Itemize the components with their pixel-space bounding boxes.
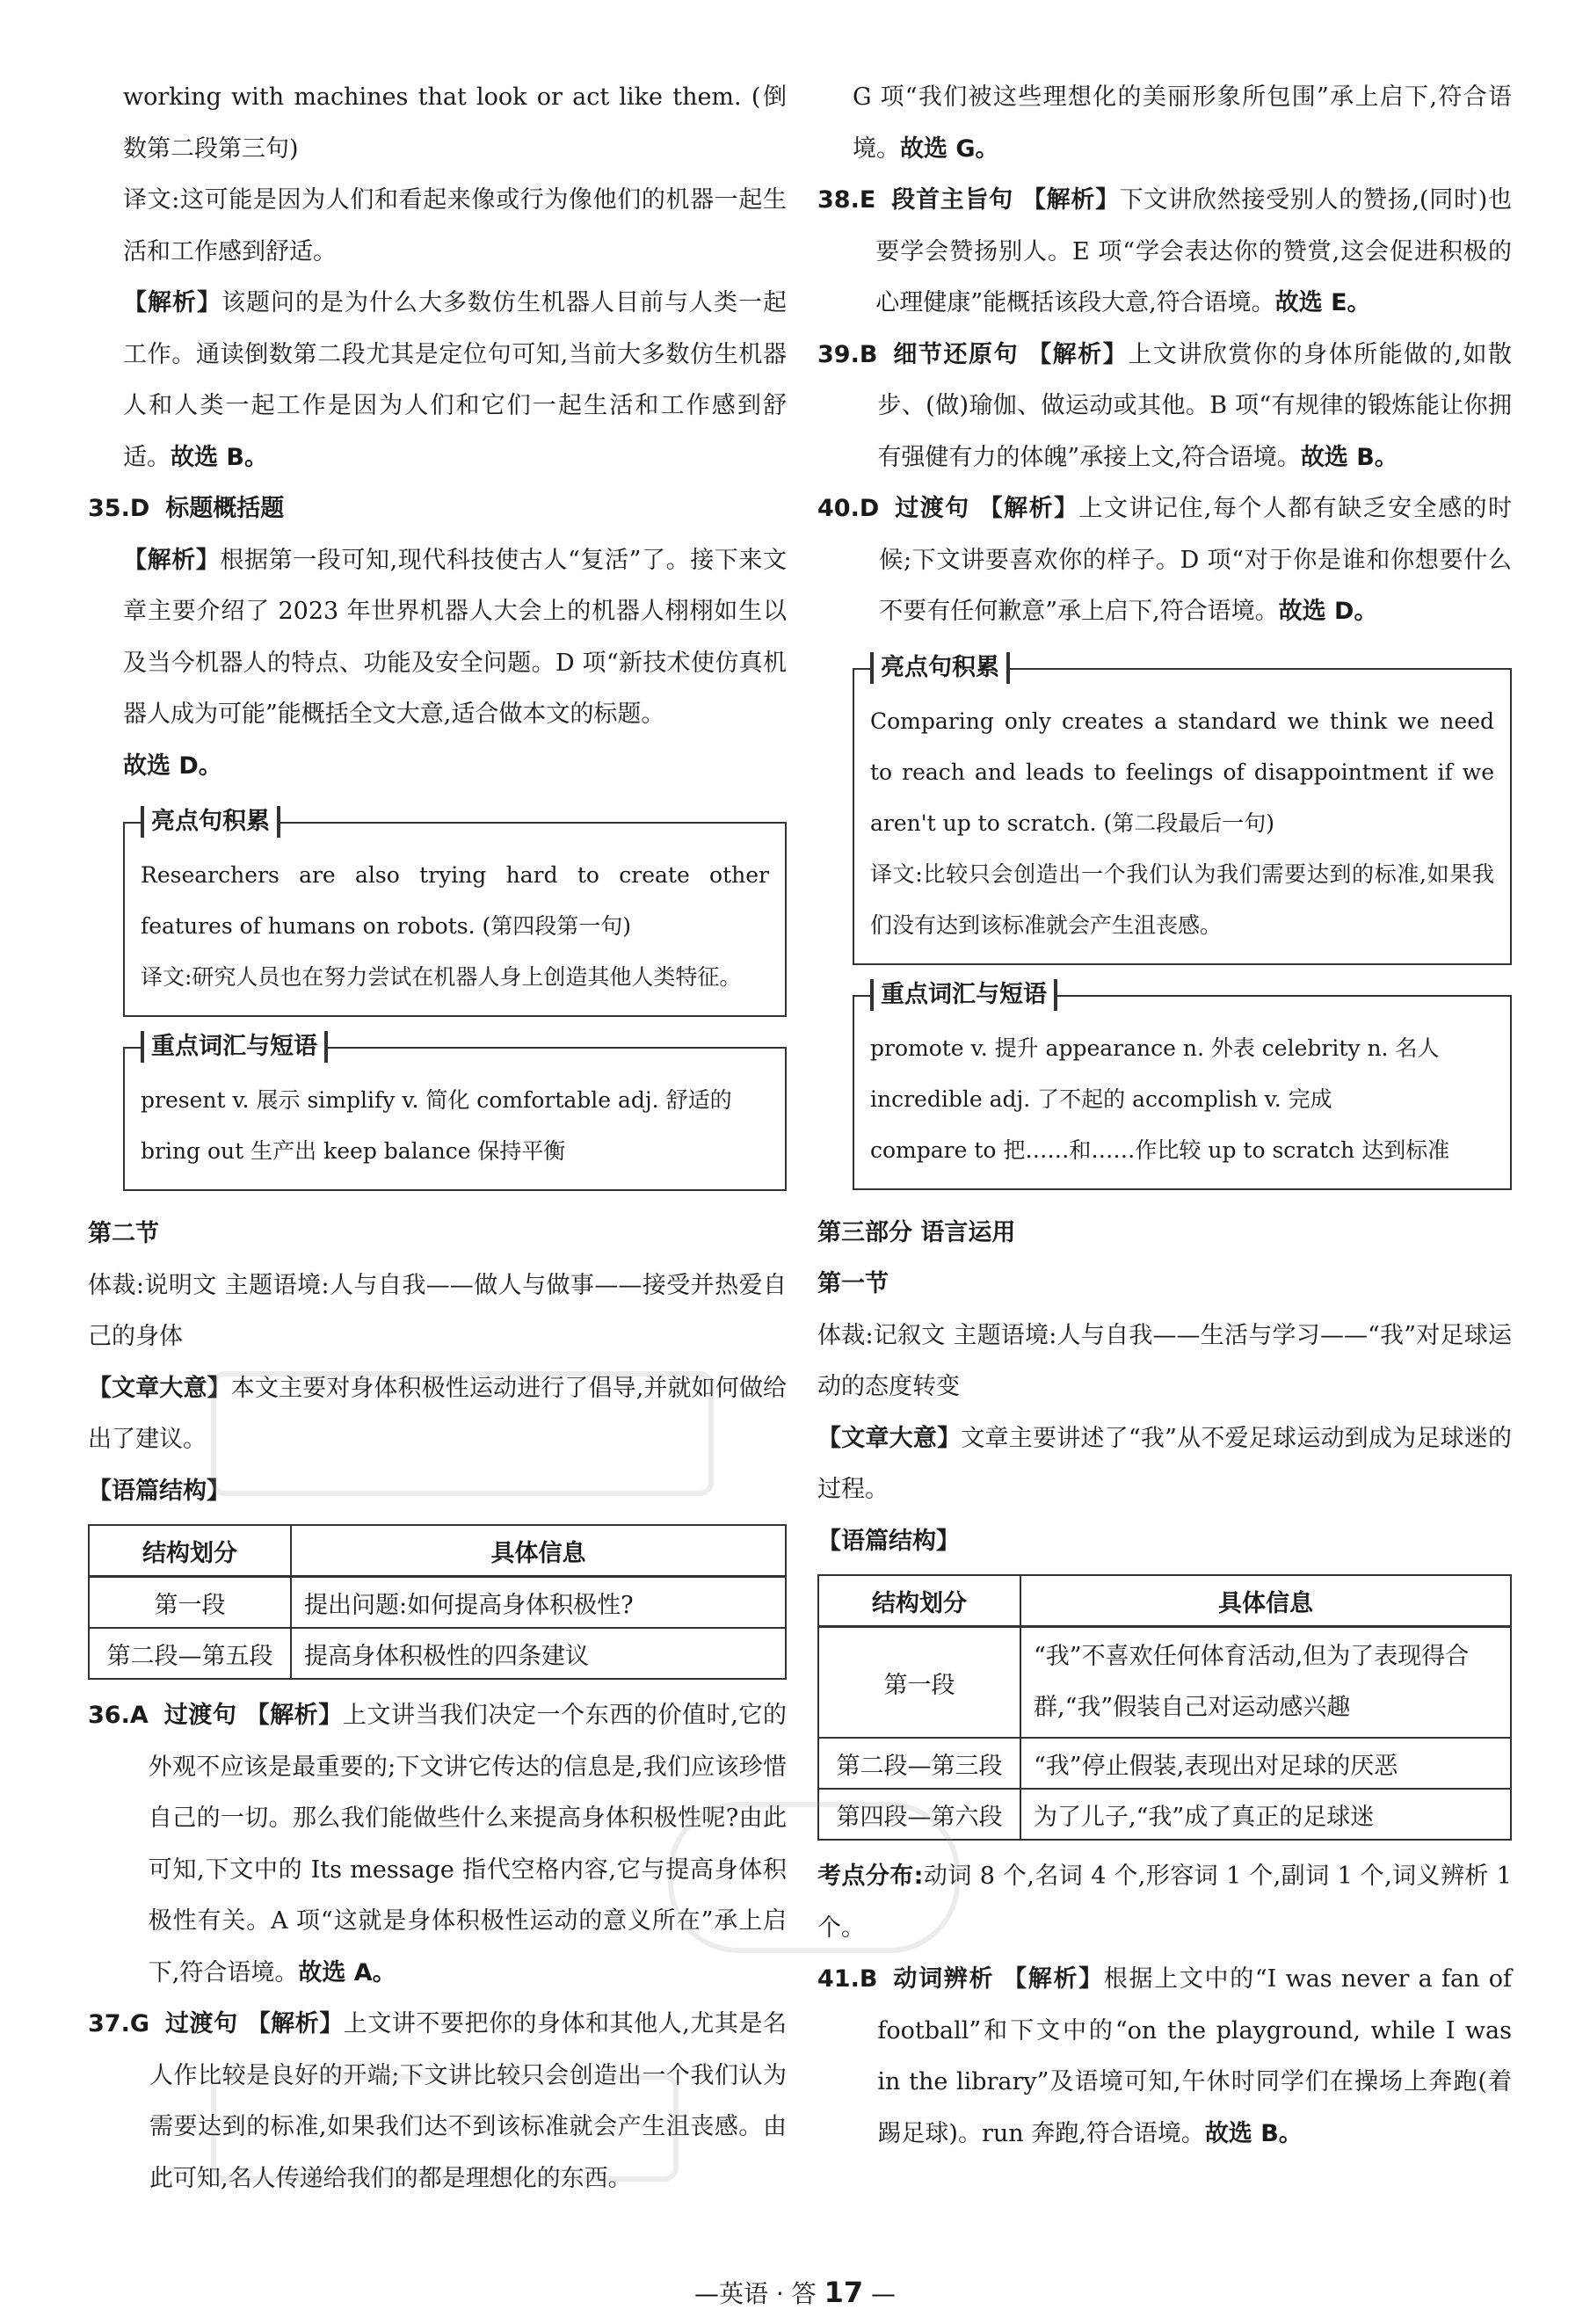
paragraph: working with machines that look or act like them. (倒数第二段第三句)	[123, 84, 787, 163]
page-number: 17	[824, 2276, 864, 2309]
part-heading: 第三部分 语言运用	[817, 1218, 1016, 1246]
answer: 故选 D。	[1278, 598, 1378, 625]
table-header: 结构划分	[89, 1525, 291, 1577]
translation: 译文:这可能是因为人们和看起来像或行为像他们的机器一起生活和工作感到舒适。	[123, 186, 787, 265]
analysis-text: 上文讲记住,每个人都有缺乏安全感的时候;下文讲要喜欢你的样子。D 项“对于你是谁和你想要什么不要有任何歉意”承上启下,符合语境。	[879, 495, 1512, 625]
question-36	[88, 1690, 787, 1999]
question-body	[879, 483, 1512, 638]
answer: 故选 E。	[1274, 289, 1371, 316]
answer: 故选 A。	[298, 1958, 396, 1986]
analysis-text: 上文讲当我们决定一个东西的价值时,它的外观不应该是最重要的;下文讲它传达的信息是,我们应该珍惜自己的一切。那么我们能做些什么来提高身体积极性呢?由此可知,下文中的 Its message 指代空格内容,它与提高身体积极性有关。A 项“这就是身体积极性运动的意义所在”承上启下,符合语境。	[148, 1702, 788, 1986]
table-cell: 提高身体积极性的四条建议	[291, 1628, 786, 1679]
box-title: 重点词汇与短语	[141, 1031, 328, 1063]
answer: 故选 B。	[1204, 2119, 1303, 2147]
analysis-label: 【解析】	[123, 546, 221, 574]
table-row	[818, 1789, 1511, 1840]
footer-prefix: —英语 · 答	[693, 2279, 817, 2308]
exam-points-label: 考点分布:	[817, 1863, 924, 1890]
structure-table	[88, 1524, 787, 1680]
analysis-text: 上文讲欣赏你的身体所能做的,如散步、(做)瑜伽、做运动或其他。B 项“有规律的锻炼能让你拥有强健有力的体魄”承接上文,符合语境。	[877, 340, 1513, 471]
answer: 故选 B。	[171, 443, 268, 471]
question-38	[817, 175, 1512, 330]
right-column	[817, 72, 1512, 2160]
question-body	[149, 1690, 787, 1999]
highlight-sentence-box	[853, 653, 1512, 965]
table-cell: 第一段	[89, 1577, 291, 1629]
box-translation: 译文:研究人员也在努力尝试在机器人身上创造其他人类特征。	[141, 964, 742, 990]
analysis-text: 上文讲不要把你的身体和其他人,尤其是名人作比较是良好的开端;下文讲比较只会创造出一个我们认为需要达到的标准,如果我们达不到该标准就会产生沮丧感。由此可知,名人传递给我们的都是理想化的东西。	[149, 2010, 787, 2192]
analysis-label: 【解析】	[245, 1702, 343, 1729]
table-row	[89, 1628, 786, 1679]
table-cell: 第四段—第六段	[818, 1789, 1020, 1840]
box-translation: 译文:比较只会创造出一个我们认为我们需要达到的标准,如果我们没有达到该标准就会产生沮丧感。	[870, 861, 1494, 938]
analysis-text: 根据上文中的“I was never a fan of football”和下文中的“on the playground, while I was in the library”及语境可知,午休时同学们在操场上奔跑(着踢足球)。run 奔跑,符合语境。	[877, 1965, 1513, 2147]
question-type: 过渡句	[163, 1702, 237, 1729]
question-number: 36.A	[88, 1702, 149, 1729]
question-number: 38.E	[817, 186, 876, 214]
analysis	[88, 278, 787, 483]
highlight-sentence-box	[123, 808, 787, 1017]
vocab-line: bring out 生产出 keep balance 保持平衡	[141, 1138, 566, 1164]
table-header: 具体信息	[1020, 1575, 1511, 1627]
structure-label: 【语篇结构】	[817, 1527, 960, 1555]
summary	[817, 1413, 1512, 1516]
analysis-label: 【解析】	[1021, 186, 1120, 214]
question-type: 细节还原句	[893, 340, 1020, 368]
question-body	[877, 330, 1512, 484]
question-37	[88, 1999, 787, 2204]
vocab-line: promote v. 提升 appearance n. 外表 celebrity n. 名人	[870, 1035, 1440, 1061]
analysis-text: 下文讲欣然接受别人的赞扬,(同时)也要学会赞扬别人。E 项“学会表达你的赞赏,这会促进积极的心理健康”能概括该段大意,符合语境。	[875, 186, 1513, 316]
table-cell: 第二段—第三段	[818, 1738, 1020, 1789]
section-heading: 第一节	[817, 1270, 889, 1297]
summary	[88, 1363, 787, 1466]
analysis-label: 【解析】	[1003, 1965, 1104, 1993]
question-type: 过渡句	[165, 2010, 238, 2037]
question-35	[88, 483, 787, 535]
question-body	[875, 175, 1512, 330]
question-number: 39.B	[817, 340, 878, 368]
table-cell: “我”不喜欢任何体育活动,但为了表现得合群,“我”假装自己对运动感兴趣	[1020, 1627, 1511, 1739]
paragraph-text: G 项“我们被这些理想化的美丽形象所包围”承上启下,符合语境。	[853, 84, 1512, 163]
table-header: 具体信息	[291, 1525, 786, 1577]
analysis-label: 【解析】	[978, 495, 1079, 522]
answer: 故选 B。	[1300, 443, 1398, 471]
page-footer	[0, 2275, 1590, 2310]
question-type: 段首主旨句	[891, 186, 1013, 214]
left-column	[88, 72, 787, 2204]
question-type: 过渡句	[895, 495, 970, 522]
answer: 故选 D。	[123, 752, 222, 780]
box-title: 亮点句积累	[141, 806, 280, 838]
question-type: 动词辨析	[893, 1965, 995, 1993]
table-row	[818, 1627, 1511, 1739]
question-body	[149, 1999, 787, 2204]
exam-points-text: 动词 8 个,名词 4 个,形容词 1 个,副词 1 个,词义辨析 1 个。	[817, 1863, 1512, 1942]
analysis-label: 【解析】	[246, 2010, 344, 2037]
paragraph	[817, 72, 1512, 175]
analysis	[88, 535, 787, 741]
structure-table	[817, 1574, 1512, 1841]
table-cell: “我”停止假装,表现出对足球的厌恶	[1020, 1738, 1511, 1789]
vocab-line: compare to 把……和……作比较 up to scratch 达到标准	[870, 1137, 1450, 1163]
analysis-text: 根据第一段可知,现代科技使古人“复活”了。接下来文章主要介绍了 2023 年世界机器人大会上的机器人栩栩如生以及当今机器人的特点、功能及安全问题。D 项“新技术使仿真机器人成为可能”能概括全文大意,适合做本文的标题。	[123, 546, 787, 728]
section-heading: 第二节	[88, 1220, 159, 1247]
question-39	[817, 330, 1512, 484]
question-40	[817, 483, 1512, 638]
genre: 体裁:记叙文 主题语境:人与自我——生活与学习——“我”对足球运动的态度转变	[817, 1321, 1512, 1400]
summary-label: 【文章大意】	[817, 1424, 962, 1452]
box-sentence: Comparing only creates a standard we think we need to reach and leads to feelings of disappointment if we aren't up to scratch. (第二段最后一句)	[870, 708, 1494, 836]
vocabulary-box	[853, 980, 1512, 1190]
box-title: 亮点句积累	[870, 652, 1010, 684]
table-cell: 第二段—第五段	[89, 1628, 291, 1679]
summary-text: 文章主要讲述了“我”从不爱足球运动到成为足球迷的过程。	[817, 1424, 1513, 1503]
question-type: 标题概括题	[165, 495, 285, 522]
exam-points	[817, 1851, 1512, 1954]
answer: 故选 G。	[900, 134, 999, 163]
table-cell: 第一段	[818, 1627, 1020, 1739]
question-number: 40.D	[817, 495, 880, 522]
question-number: 41.B	[817, 1965, 878, 1993]
box-title: 重点词汇与短语	[870, 979, 1057, 1011]
analysis-text: 该题问的是为什么大多数仿生机器人目前与人类一起工作。通读倒数第二段尤其是定位句可知,当前大多数仿生机器人和人类一起工作是因为人们和它们一起生活和工作感到舒适。	[123, 289, 787, 471]
vocab-line: present v. 展示 simplify v. 简化 comfortable adj. 舒适的	[141, 1087, 732, 1113]
table-cell: 为了儿子,“我”成了真正的足球迷	[1020, 1789, 1511, 1840]
structure-label: 【语篇结构】	[88, 1477, 230, 1505]
question-body	[877, 1954, 1512, 2160]
summary-label: 【文章大意】	[88, 1374, 231, 1402]
vocabulary-box	[123, 1033, 787, 1191]
table-cell: 提出问题:如何提高身体积极性?	[291, 1577, 786, 1629]
question-number: 35.D	[88, 495, 150, 522]
table-row	[89, 1577, 786, 1629]
summary-text: 本文主要对身体积极性运动进行了倡导,并就如何做给出了建议。	[88, 1374, 788, 1453]
analysis-label: 【解析】	[1027, 340, 1129, 368]
genre: 体裁:说明文 主题语境:人与自我——做人与做事——接受并热爱自己的身体	[88, 1271, 787, 1350]
table-row	[818, 1738, 1511, 1789]
question-41	[817, 1954, 1512, 2160]
table-header: 结构划分	[818, 1575, 1020, 1627]
box-sentence: Researchers are also trying hard to create other features of humans on robots. (第四段第一句)	[141, 862, 769, 939]
footer-suffix: —	[871, 2279, 897, 2308]
analysis-label: 【解析】	[123, 289, 221, 316]
vocab-line: incredible adj. 了不起的 accomplish v. 完成	[870, 1086, 1332, 1112]
question-number: 37.G	[88, 2010, 149, 2037]
